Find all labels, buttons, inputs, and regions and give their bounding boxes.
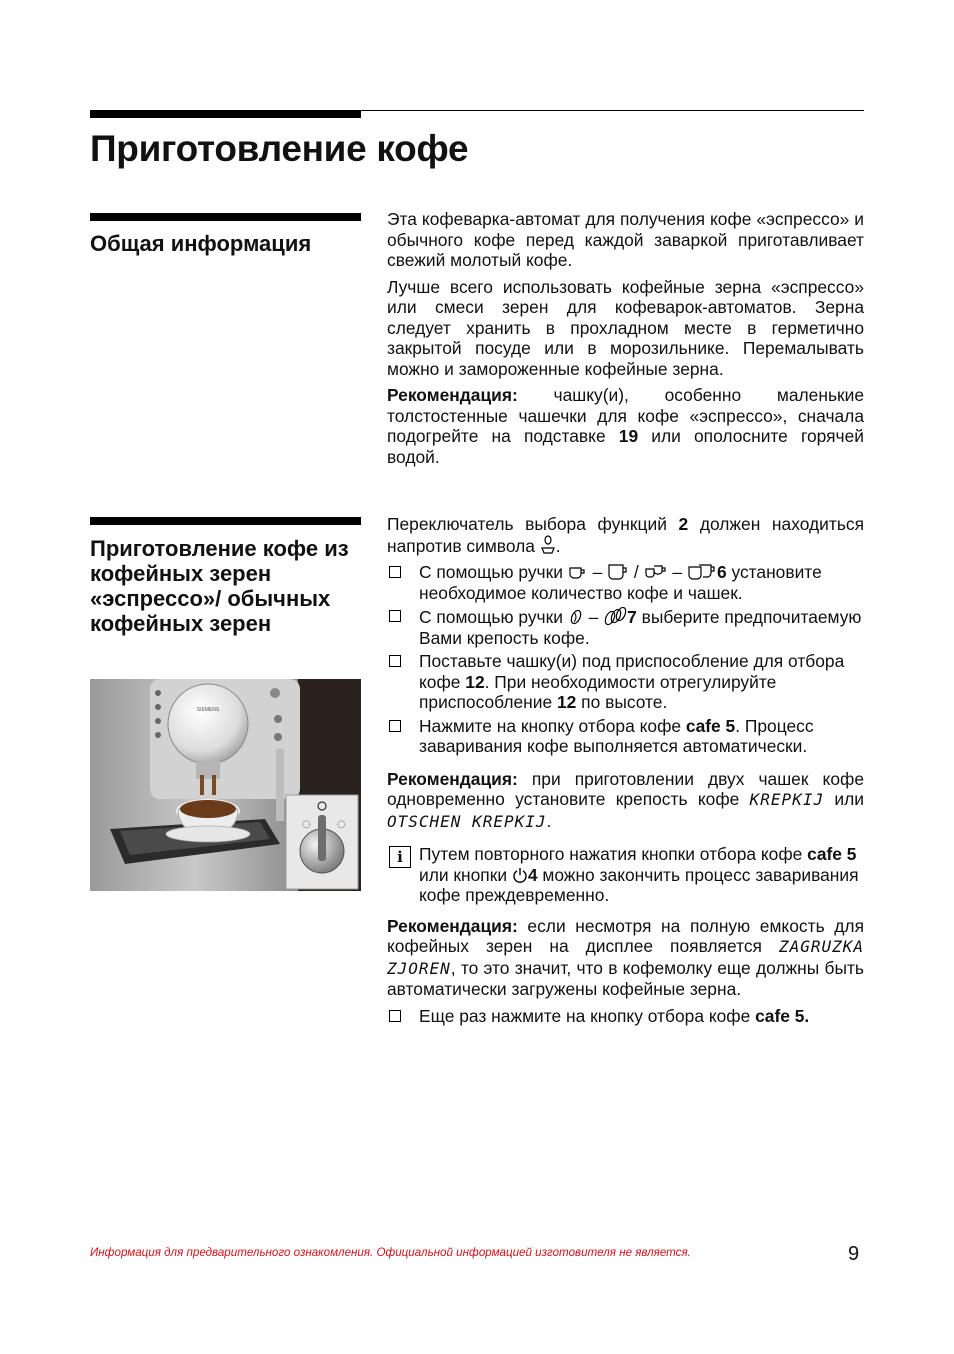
three-beans-icon [603, 606, 627, 626]
single-bean-icon [568, 608, 584, 626]
info-note: i Путем повторного нажатия кнопки отбора кофе cafe 5 или кнопки 4 можно закончить процесс заваривания кофе преждевременно. [387, 844, 864, 906]
two-small-cups-icon [644, 563, 668, 581]
checkbox-bullet-icon [389, 1010, 401, 1022]
section-heading-brewing: Приготовление кофе из кофейных зерен «эспрессо»/ обычных кофейных зерен [90, 536, 349, 636]
svg-text:◌: ◌ [302, 819, 311, 830]
checkbox-bullet-icon [389, 655, 401, 667]
list-item: Поставьте чашку(и) под приспособление для отбора кофе 12. При необходимости отрегулируйте приспособление 12 по высоте. [387, 651, 864, 713]
recommendation: Рекомендация: при приготовлении двух чашек кофе одновременно установите крепость кофе KREPKIJ или OTSCHEN KREPKIJ. [387, 768, 864, 831]
page-title: Приготовление кофе [90, 128, 469, 169]
display-text: KREPKIJ [749, 790, 825, 809]
checkbox-bullet-icon [389, 610, 401, 622]
info-icon: i [389, 846, 411, 868]
section-general-text [387, 209, 864, 473]
two-large-cups-icon [687, 563, 717, 581]
paragraph: Лучше всего использовать кофейные зерна «эспрессо» или смеси зерен для кофеварок-автоматов. Зерна следует хранить в прохладном месте в герметично закрытой посуде или в морозильнике. Перемалывать можно и замороженные кофейные зерна. [387, 276, 864, 379]
footer-disclaimer: Информация для предварительного ознакомления. Официальной информацией изготовителя не является. [90, 1246, 691, 1259]
instruction-list [387, 1006, 864, 1027]
svg-text:◌: ◌ [337, 819, 346, 830]
instruction-list [387, 562, 864, 757]
small-cup-icon [568, 563, 588, 581]
list-item: Нажмите на кнопку отбора кофе cafe 5. Процесс заваривания кофе выполняется автоматически. [387, 716, 864, 757]
brand-logo: SIEMENS [196, 707, 220, 713]
list-item: С помощью ручки – 7 выберите предпочитаемую Вами крепость кофе. [387, 606, 864, 648]
recommendation: Рекомендация: чашку(и), особенно маленькие толстостенные чашечки для кофе «эспрессо», сначала подогрейте на подставке 19 или ополосните горячей водой. [387, 385, 864, 467]
list-item: С помощью ручки – / – 6 установите необходимое количество кофе и чашек. [387, 562, 864, 603]
paragraph: Переключатель выбора функций 2 должен находиться напротив символа . [387, 514, 864, 556]
checkbox-bullet-icon [389, 720, 401, 732]
recommendation: Рекомендация: если несмотря на полную емкость для кофейных зерен на дисплее появляется ZAGRUZKA ZJOREN, то это значит, что в кофемолку еще должны быть автоматически загружены кофейные зерна. [387, 915, 864, 999]
coffee-machine-photo [90, 679, 361, 891]
section-heading-general: Общая информация [90, 231, 312, 256]
section-rule [90, 213, 361, 221]
paragraph: Эта кофеварка-автомат для получения кофе «эспрессо» и обычного кофе перед каждой заваркой приготавливает свежий молотый кофе. [387, 209, 864, 270]
power-icon [512, 866, 528, 884]
display-text: ZAGRUZKA ZJOREN [387, 937, 864, 978]
checkbox-bullet-icon [389, 566, 401, 578]
page-number: 9 [848, 1243, 860, 1265]
title-rule-thin [361, 110, 864, 111]
title-rule-thick [90, 110, 361, 118]
list-item: Еще раз нажмите на кнопку отбора кофе cafe 5. [387, 1006, 864, 1027]
recommendation-label: Рекомендация: [387, 768, 518, 789]
beans-symbol-icon [540, 535, 556, 555]
section-brewing-text [387, 514, 864, 1032]
display-text: OTSCHEN KREPKIJ [387, 811, 547, 831]
section-rule [90, 517, 361, 525]
recommendation-label: Рекомендация: [387, 385, 518, 405]
large-cup-icon [607, 563, 629, 581]
recommendation-label: Рекомендация: [387, 915, 518, 936]
